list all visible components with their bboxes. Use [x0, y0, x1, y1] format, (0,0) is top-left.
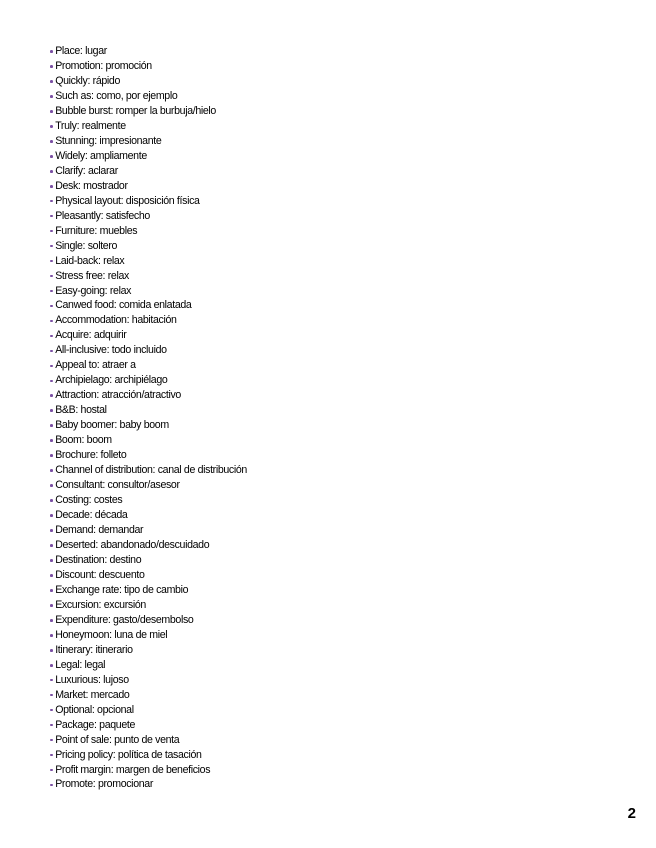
- bullet-icon: [50, 380, 53, 383]
- bullet-icon: [50, 574, 53, 577]
- glossary-term: Package: paquete: [55, 718, 135, 731]
- bullet-icon: [50, 664, 53, 667]
- page-number: 2: [627, 805, 636, 822]
- glossary-term: Promotion: promoción: [55, 59, 152, 72]
- glossary-term: B&B: hostal: [55, 404, 107, 417]
- glossary-item: [50, 538, 247, 553]
- glossary-item: [50, 59, 247, 74]
- bullet-icon: [50, 185, 53, 188]
- bullet-icon: [50, 784, 53, 787]
- glossary-term: Widely: ampliamente: [55, 149, 147, 162]
- bullet-icon: [50, 769, 53, 772]
- glossary-term: Bubble burst: romper la burbuja/hielo: [55, 104, 216, 117]
- bullet-icon: [50, 95, 53, 98]
- glossary-term: Brochure: folleto: [55, 449, 127, 462]
- glossary-item: [50, 388, 247, 403]
- glossary-item: [50, 688, 247, 703]
- glossary-term: Consultant: consultor/asesor: [55, 479, 180, 492]
- glossary-item: [50, 763, 247, 778]
- bullet-icon: [50, 140, 53, 143]
- glossary-item: [50, 224, 247, 239]
- glossary-term: All-inclusive: todo incluido: [55, 344, 167, 357]
- bullet-icon: [50, 200, 53, 203]
- glossary-term: Truly: realmente: [55, 119, 126, 132]
- glossary-term: Appeal to: atraer a: [55, 359, 136, 372]
- glossary-item: [50, 673, 247, 688]
- glossary-term: Destination: destino: [55, 553, 142, 566]
- glossary-item: [50, 777, 247, 792]
- glossary-term: Discount: descuento: [55, 568, 145, 581]
- glossary-term: Boom: boom: [55, 434, 112, 447]
- glossary-term: Archipielago: archipiélago: [55, 374, 168, 387]
- bullet-icon: [50, 409, 53, 412]
- glossary-item: [50, 523, 247, 538]
- glossary-item: [50, 643, 247, 658]
- bullet-icon: [50, 65, 53, 68]
- glossary-item: [50, 119, 247, 134]
- bullet-icon: [50, 110, 53, 113]
- glossary-item: [50, 254, 247, 269]
- glossary-item: [50, 553, 247, 568]
- glossary-item: [50, 703, 247, 718]
- glossary-term: Decade: década: [55, 509, 128, 522]
- glossary-term: Easy-going: relax: [55, 284, 132, 297]
- glossary-item: [50, 209, 247, 224]
- glossary-item: [50, 149, 247, 164]
- glossary-term: Stress free: relax: [55, 269, 129, 282]
- glossary-item: [50, 418, 247, 433]
- glossary-term: Point of sale: punto de venta: [55, 733, 180, 746]
- glossary-item: [50, 718, 247, 733]
- bullet-icon: [50, 529, 53, 532]
- bullet-icon: [50, 724, 53, 727]
- glossary-term: Deserted: abandonado/descuidado: [55, 538, 210, 551]
- bullet-icon: [50, 215, 53, 218]
- glossary-item: [50, 134, 247, 149]
- bullet-icon: [50, 320, 53, 323]
- bullet-icon: [50, 170, 53, 173]
- bullet-icon: [50, 754, 53, 757]
- bullet-icon: [50, 439, 53, 442]
- glossary-term: Canwed food: comida enlatada: [55, 299, 192, 312]
- bullet-icon: [50, 544, 53, 547]
- glossary-term: Physical layout: disposición física: [55, 194, 200, 207]
- glossary-item: [50, 239, 247, 254]
- bullet-icon: [50, 80, 53, 83]
- glossary-term: Excursion: excursión: [55, 598, 146, 611]
- bullet-icon: [50, 245, 53, 248]
- glossary-item: [50, 748, 247, 763]
- glossary-term: Promote: promocionar: [55, 778, 153, 791]
- glossary-item: [50, 343, 247, 358]
- glossary-term: Honeymoon: luna de miel: [55, 628, 168, 641]
- glossary-term: Costing: costes: [55, 494, 123, 507]
- glossary-item: [50, 179, 247, 194]
- glossary-term: Place: lugar: [55, 45, 107, 57]
- bullet-icon: [50, 350, 53, 353]
- bullet-icon: [50, 499, 53, 502]
- bullet-icon: [50, 275, 53, 278]
- glossary-item: [50, 328, 247, 343]
- glossary-item: [50, 628, 247, 643]
- glossary-item: [50, 284, 247, 299]
- glossary-term: Pleasantly: satisfecho: [55, 209, 150, 222]
- glossary-term: Exchange rate: tipo de cambio: [55, 583, 189, 596]
- glossary-term: Furniture: muebles: [55, 224, 138, 237]
- glossary-item: [50, 658, 247, 673]
- bullet-icon: [50, 619, 53, 622]
- bullet-icon: [50, 50, 53, 53]
- bullet-icon: [50, 469, 53, 472]
- bullet-icon: [50, 694, 53, 697]
- glossary-item: [50, 298, 247, 313]
- bullet-icon: [50, 335, 53, 338]
- glossary-term: Profit margin: margen de beneficios: [55, 763, 211, 776]
- glossary-term: Legal: legal: [55, 658, 106, 671]
- glossary-item: [50, 104, 247, 119]
- glossary-term: Optional: opcional: [55, 703, 134, 716]
- bullet-icon: [50, 679, 53, 682]
- glossary-term: Clarify: aclarar: [55, 164, 118, 177]
- glossary-item: [50, 194, 247, 209]
- bullet-icon: [50, 305, 53, 308]
- glossary-term: Itinerary: itinerario: [55, 643, 133, 656]
- glossary-term: Such as: como, por ejemplo: [55, 89, 178, 102]
- glossary-term: Expenditure: gasto/desembolso: [55, 613, 194, 626]
- glossary-term: Desk: mostrador: [55, 179, 128, 192]
- glossary-item: [50, 74, 247, 89]
- bullet-icon: [50, 394, 53, 397]
- bullet-icon: [50, 230, 53, 233]
- glossary-item: [50, 508, 247, 523]
- glossary-term: Laid-back: relax: [55, 254, 125, 267]
- bullet-icon: [50, 424, 53, 427]
- bullet-icon: [50, 514, 53, 517]
- bullet-icon: [50, 604, 53, 607]
- glossary-term: Single: soltero: [55, 239, 118, 252]
- glossary-item: [50, 313, 247, 328]
- glossary-term: Baby boomer: baby boom: [55, 419, 169, 432]
- glossary-item: [50, 164, 247, 179]
- glossary-item: [50, 433, 247, 448]
- glossary-item: [50, 269, 247, 284]
- glossary-item: [50, 44, 247, 59]
- bullet-icon: [50, 634, 53, 637]
- glossary-item: [50, 373, 247, 388]
- bullet-icon: [50, 125, 53, 128]
- glossary-term: Stunning: impresionante: [55, 134, 162, 147]
- glossary-item: [50, 583, 247, 598]
- glossary-term: Demand: demandar: [55, 524, 144, 536]
- bullet-icon: [50, 290, 53, 293]
- glossary-term: Luxurious: lujoso: [55, 673, 129, 686]
- glossary-item: [50, 448, 247, 463]
- glossary-item: [50, 493, 247, 508]
- bullet-icon: [50, 589, 53, 592]
- bullet-icon: [50, 260, 53, 263]
- glossary-item: [50, 358, 247, 373]
- glossary-item: [50, 733, 247, 748]
- glossary-item: [50, 613, 247, 628]
- bullet-icon: [50, 454, 53, 457]
- glossary-term: Quickly: rápido: [55, 74, 121, 87]
- bullet-icon: [50, 155, 53, 158]
- glossary-term: Acquire: adquirir: [55, 329, 127, 342]
- glossary-term: Channel of distribution: canal de distribución: [55, 464, 247, 477]
- glossary-item: [50, 89, 247, 104]
- glossary-item: [50, 478, 247, 493]
- bullet-icon: [50, 559, 53, 562]
- glossary-term: Market: mercado: [55, 688, 130, 701]
- glossary-item: [50, 598, 247, 613]
- bullet-icon: [50, 484, 53, 487]
- glossary-item: [50, 403, 247, 418]
- bullet-icon: [50, 365, 53, 368]
- glossary-item: [50, 463, 247, 478]
- bullet-icon: [50, 709, 53, 712]
- glossary-item: [50, 568, 247, 583]
- bullet-icon: [50, 649, 53, 652]
- bullet-icon: [50, 739, 53, 742]
- glossary-list: [50, 44, 247, 792]
- glossary-term: Attraction: atracción/atractivo: [55, 389, 181, 402]
- glossary-term: Pricing policy: política de tasación: [55, 748, 202, 761]
- glossary-term: Accommodation: habitación: [55, 314, 177, 327]
